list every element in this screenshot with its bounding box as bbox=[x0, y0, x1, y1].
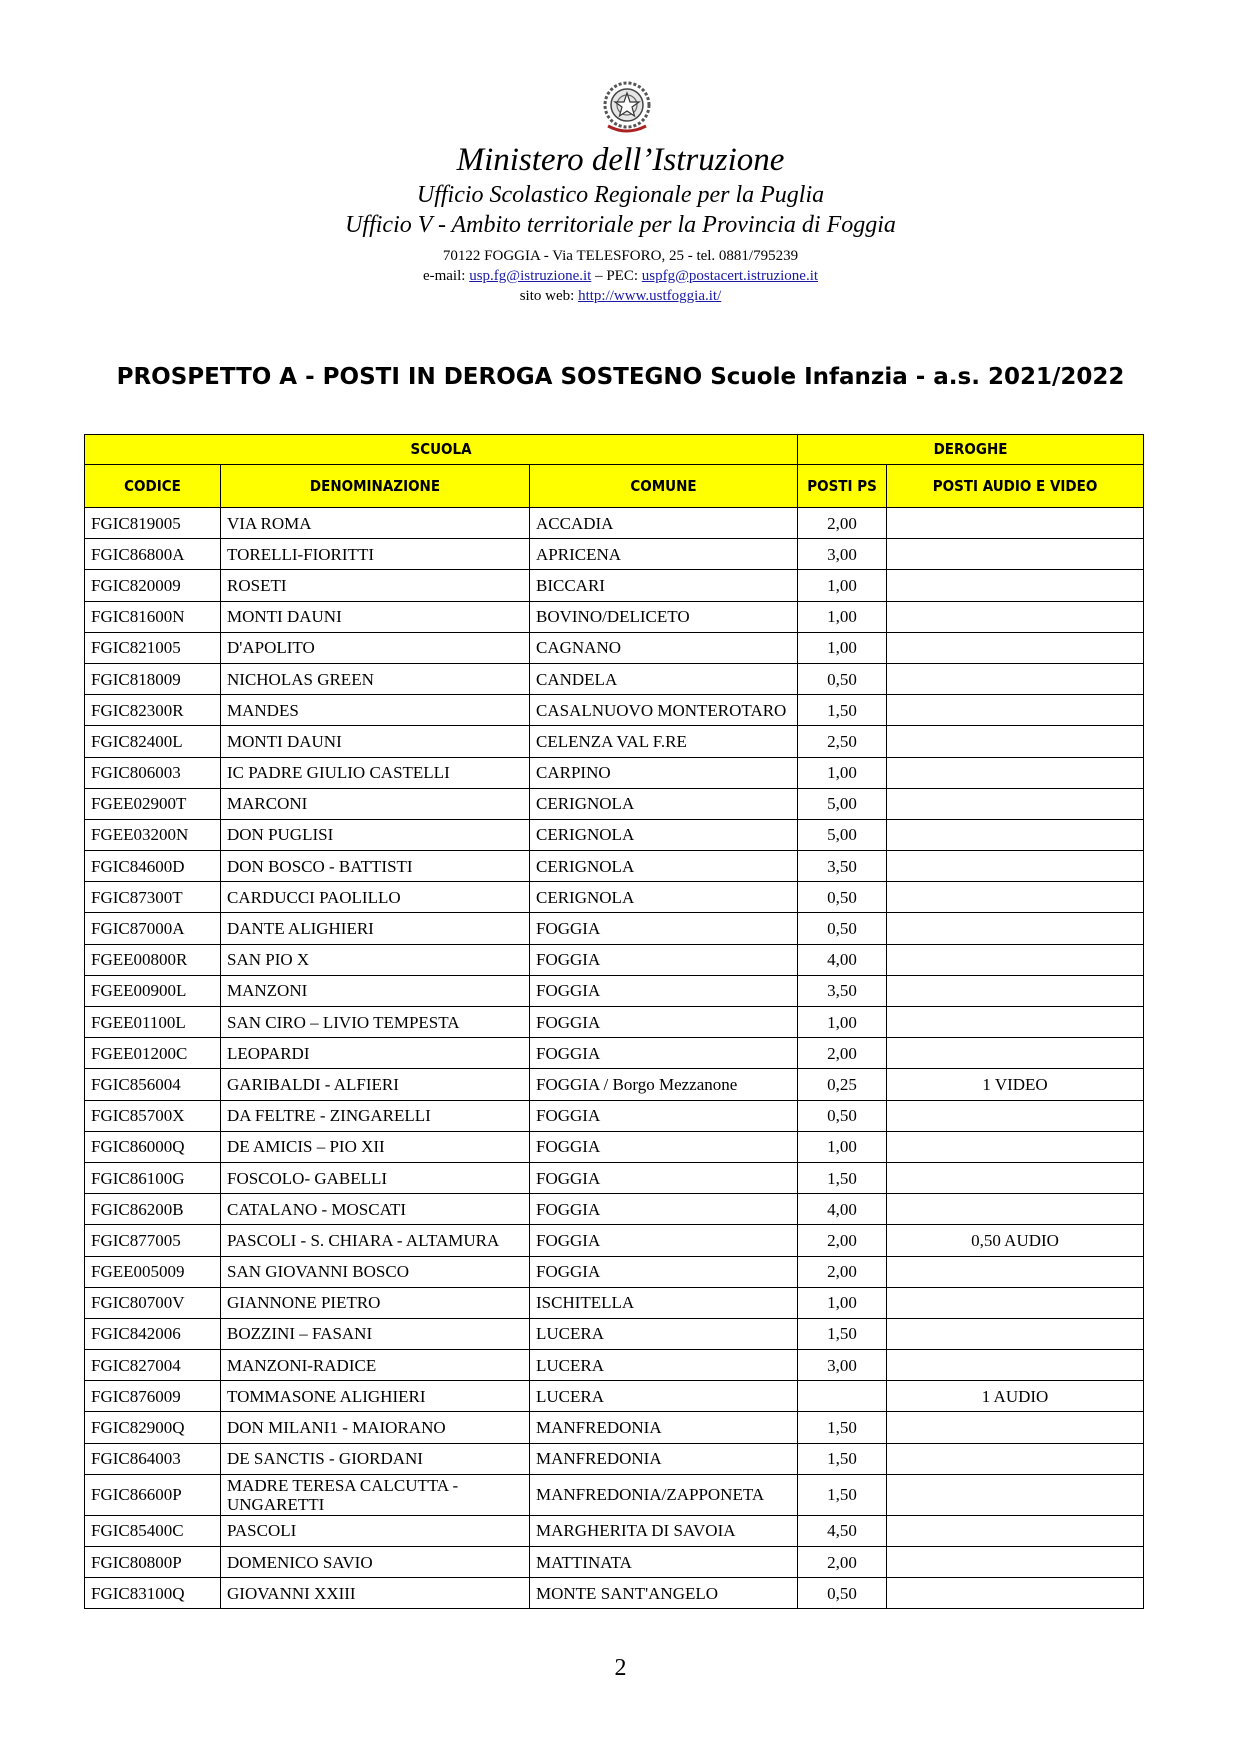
cell-codice: FGIC821005 bbox=[85, 632, 221, 663]
cell-denominazione: GIANNONE PIETRO bbox=[221, 1287, 530, 1318]
cell-audio-video bbox=[887, 663, 1144, 694]
cell-posti-ps: 0,50 bbox=[798, 882, 887, 913]
email-link[interactable]: usp.fg@istruzione.it bbox=[469, 268, 592, 284]
table-row bbox=[85, 1443, 1144, 1474]
table-row bbox=[85, 632, 1144, 663]
cell-posti-ps: 1,00 bbox=[798, 1007, 887, 1038]
cell-denominazione: GARIBALDI - ALFIERI bbox=[221, 1069, 530, 1100]
table-row bbox=[85, 1225, 1144, 1256]
column-header-comune: COMUNE bbox=[530, 465, 798, 508]
cell-denominazione: MANZONI bbox=[221, 975, 530, 1006]
cell-comune: FOGGIA bbox=[530, 975, 798, 1006]
cell-audio-video bbox=[887, 570, 1144, 601]
cell-posti-ps: 1,00 bbox=[798, 1287, 887, 1318]
cell-posti-ps: 0,50 bbox=[798, 1100, 887, 1131]
page-number: 2 bbox=[614, 1655, 627, 1681]
table-row bbox=[85, 1381, 1144, 1412]
cell-comune: APRICENA bbox=[530, 539, 798, 570]
cell-denominazione: BOZZINI – FASANI bbox=[221, 1318, 530, 1349]
cell-codice: FGIC827004 bbox=[85, 1350, 221, 1381]
cell-audio-video bbox=[887, 632, 1144, 663]
document-title: PROSPETTO A - POSTI IN DEROGA SOSTEGNO Scuole Infanzia - a.s. 2021/2022 bbox=[116, 364, 1125, 390]
cell-audio-video bbox=[887, 1131, 1144, 1162]
table-row bbox=[85, 1350, 1144, 1381]
cell-audio-video bbox=[887, 726, 1144, 757]
cell-audio-video bbox=[887, 1007, 1144, 1038]
cell-denominazione: DON PUGLISI bbox=[221, 819, 530, 850]
cell-codice: FGIC85700X bbox=[85, 1100, 221, 1131]
cell-codice: FGEE03200N bbox=[85, 819, 221, 850]
cell-audio-video bbox=[887, 601, 1144, 632]
cell-comune: FOGGIA bbox=[530, 913, 798, 944]
cell-denominazione: DON BOSCO - BATTISTI bbox=[221, 851, 530, 882]
table-row bbox=[85, 1318, 1144, 1349]
cell-audio-video bbox=[887, 882, 1144, 913]
cell-comune: LUCERA bbox=[530, 1381, 798, 1412]
cell-posti-ps: 2,50 bbox=[798, 726, 887, 757]
cell-audio-video bbox=[887, 757, 1144, 788]
cell-audio-video bbox=[887, 695, 1144, 726]
cell-codice: FGIC80800P bbox=[85, 1547, 221, 1578]
cell-comune: MANFREDONIA bbox=[530, 1443, 798, 1474]
cell-codice: FGIC877005 bbox=[85, 1225, 221, 1256]
cell-audio-video bbox=[887, 1578, 1144, 1609]
cell-comune: CAGNANO bbox=[530, 632, 798, 663]
cell-audio-video bbox=[887, 819, 1144, 850]
table-row bbox=[85, 1412, 1144, 1443]
table-row bbox=[85, 851, 1144, 882]
deroghe-table bbox=[84, 434, 1144, 1609]
group-header-deroghe: DEROGHE bbox=[798, 435, 1144, 465]
cell-audio-video bbox=[887, 1100, 1144, 1131]
cell-codice: FGIC876009 bbox=[85, 1381, 221, 1412]
cell-codice: FGIC80700V bbox=[85, 1287, 221, 1318]
cell-audio-video bbox=[887, 1256, 1144, 1287]
cell-codice: FGIC86600P bbox=[85, 1474, 221, 1515]
cell-comune: FOGGIA bbox=[530, 1194, 798, 1225]
table-row bbox=[85, 1194, 1144, 1225]
cell-comune: MARGHERITA DI SAVOIA bbox=[530, 1515, 798, 1546]
cell-posti-ps: 2,00 bbox=[798, 1547, 887, 1578]
cell-posti-ps: 2,00 bbox=[798, 1038, 887, 1069]
cell-comune: CARPINO bbox=[530, 757, 798, 788]
cell-comune: CASALNUOVO MONTEROTARO bbox=[530, 695, 798, 726]
table-row bbox=[85, 1256, 1144, 1287]
cell-posti-ps: 1,50 bbox=[798, 1443, 887, 1474]
cell-comune: CANDELA bbox=[530, 663, 798, 694]
cell-audio-video bbox=[887, 1412, 1144, 1443]
cell-denominazione: D'APOLITO bbox=[221, 632, 530, 663]
cell-denominazione: ROSETI bbox=[221, 570, 530, 601]
cell-codice: FGEE00900L bbox=[85, 975, 221, 1006]
cell-codice: FGIC820009 bbox=[85, 570, 221, 601]
cell-codice: FGIC819005 bbox=[85, 508, 221, 539]
cell-denominazione: PASCOLI - S. CHIARA - ALTAMURA bbox=[221, 1225, 530, 1256]
table-row bbox=[85, 913, 1144, 944]
cell-denominazione: DANTE ALIGHIERI bbox=[221, 913, 530, 944]
cell-denominazione: DA FELTRE - ZINGARELLI bbox=[221, 1100, 530, 1131]
cell-comune: LUCERA bbox=[530, 1350, 798, 1381]
table-row bbox=[85, 508, 1144, 539]
cell-denominazione: MANDES bbox=[221, 695, 530, 726]
cell-codice: FGEE005009 bbox=[85, 1256, 221, 1287]
column-header-audio-video: POSTI AUDIO E VIDEO bbox=[887, 465, 1144, 508]
cell-audio-video bbox=[887, 1515, 1144, 1546]
cell-posti-ps: 3,00 bbox=[798, 539, 887, 570]
cell-denominazione: MONTI DAUNI bbox=[221, 726, 530, 757]
cell-codice: FGIC82300R bbox=[85, 695, 221, 726]
table-row bbox=[85, 1515, 1144, 1546]
local-office: Ufficio V - Ambito territoriale per la Provincia di Foggia bbox=[345, 212, 896, 238]
cell-posti-ps: 1,00 bbox=[798, 632, 887, 663]
cell-posti-ps: 3,00 bbox=[798, 1350, 887, 1381]
cell-audio-video bbox=[887, 1318, 1144, 1349]
cell-posti-ps: 5,00 bbox=[798, 788, 887, 819]
cell-denominazione: GIOVANNI XXIII bbox=[221, 1578, 530, 1609]
column-header-codice: CODICE bbox=[85, 465, 221, 508]
table-row bbox=[85, 663, 1144, 694]
cell-posti-ps: 4,50 bbox=[798, 1515, 887, 1546]
column-header-posti-ps: POSTI PS bbox=[798, 465, 887, 508]
cell-posti-ps: 1,50 bbox=[798, 1412, 887, 1443]
cell-codice: FGIC86800A bbox=[85, 539, 221, 570]
table-row bbox=[85, 1131, 1144, 1162]
cell-posti-ps: 0,25 bbox=[798, 1069, 887, 1100]
cell-posti-ps: 4,00 bbox=[798, 944, 887, 975]
table-row bbox=[85, 788, 1144, 819]
cell-denominazione: PASCOLI bbox=[221, 1515, 530, 1546]
cell-codice: FGIC864003 bbox=[85, 1443, 221, 1474]
cell-codice: FGIC86000Q bbox=[85, 1131, 221, 1162]
cell-audio-video: 1 VIDEO bbox=[887, 1069, 1144, 1100]
cell-denominazione: SAN GIOVANNI BOSCO bbox=[221, 1256, 530, 1287]
table-row bbox=[85, 1100, 1144, 1131]
cell-comune: FOGGIA / Borgo Mezzanone bbox=[530, 1069, 798, 1100]
pec-label: – PEC: bbox=[591, 268, 642, 284]
website-label: sito web: bbox=[519, 288, 579, 304]
postal-address: 70122 FOGGIA - Via TELESFORO, 25 - tel. 0881/795239 bbox=[442, 248, 799, 264]
cell-comune: FOGGIA bbox=[530, 1038, 798, 1069]
table-row bbox=[85, 757, 1144, 788]
email-label: e-mail: bbox=[422, 268, 470, 284]
cell-comune: MANFREDONIA/ZAPPONETA bbox=[530, 1474, 798, 1515]
cell-audio-video bbox=[887, 508, 1144, 539]
cell-codice: FGIC87000A bbox=[85, 913, 221, 944]
cell-denominazione: TOMMASONE ALIGHIERI bbox=[221, 1381, 530, 1412]
regional-office: Ufficio Scolastico Regionale per la Puglia bbox=[416, 182, 825, 208]
cell-posti-ps: 1,00 bbox=[798, 601, 887, 632]
cell-comune: CELENZA VAL F.RE bbox=[530, 726, 798, 757]
table-row bbox=[85, 601, 1144, 632]
table-row bbox=[85, 975, 1144, 1006]
cell-audio-video bbox=[887, 1162, 1144, 1193]
cell-comune: FOGGIA bbox=[530, 944, 798, 975]
cell-denominazione: SAN CIRO – LIVIO TEMPESTA bbox=[221, 1007, 530, 1038]
cell-comune: MANFREDONIA bbox=[530, 1412, 798, 1443]
cell-codice: FGIC842006 bbox=[85, 1318, 221, 1349]
cell-posti-ps: 0,50 bbox=[798, 1578, 887, 1609]
cell-denominazione: MONTI DAUNI bbox=[221, 601, 530, 632]
website-line bbox=[0, 286, 1241, 306]
cell-comune: LUCERA bbox=[530, 1318, 798, 1349]
cell-codice: FGIC818009 bbox=[85, 663, 221, 694]
cell-audio-video bbox=[887, 788, 1144, 819]
table-row bbox=[85, 570, 1144, 601]
column-header-denominazione: DENOMINAZIONE bbox=[221, 465, 530, 508]
cell-codice: FGIC86200B bbox=[85, 1194, 221, 1225]
contact-line bbox=[0, 266, 1241, 286]
cell-denominazione: CATALANO - MOSCATI bbox=[221, 1194, 530, 1225]
cell-posti-ps: 1,50 bbox=[798, 1474, 887, 1515]
cell-codice: FGIC87300T bbox=[85, 882, 221, 913]
cell-audio-video: 0,50 AUDIO bbox=[887, 1225, 1144, 1256]
cell-codice: FGIC806003 bbox=[85, 757, 221, 788]
cell-audio-video bbox=[887, 1547, 1144, 1578]
cell-posti-ps: 2,00 bbox=[798, 1256, 887, 1287]
website-link[interactable]: http://www.ustfoggia.it/ bbox=[578, 288, 722, 304]
cell-codice: FGEE01200C bbox=[85, 1038, 221, 1069]
cell-comune: MONTE SANT'ANGELO bbox=[530, 1578, 798, 1609]
cell-audio-video bbox=[887, 1443, 1144, 1474]
cell-denominazione: MANZONI-RADICE bbox=[221, 1350, 530, 1381]
cell-comune: MATTINATA bbox=[530, 1547, 798, 1578]
table-row bbox=[85, 882, 1144, 913]
table-row bbox=[85, 1287, 1144, 1318]
cell-posti-ps: 2,00 bbox=[798, 1225, 887, 1256]
cell-comune: FOGGIA bbox=[530, 1162, 798, 1193]
table-row bbox=[85, 944, 1144, 975]
table-row bbox=[85, 1578, 1144, 1609]
cell-denominazione: DON MILANI1 - MAIORANO bbox=[221, 1412, 530, 1443]
table-row bbox=[85, 1069, 1144, 1100]
ministry-name: Ministero dell’Istruzione bbox=[456, 142, 785, 178]
cell-posti-ps: 1,00 bbox=[798, 570, 887, 601]
cell-denominazione: CARDUCCI PAOLILLO bbox=[221, 882, 530, 913]
cell-audio-video: 1 AUDIO bbox=[887, 1381, 1144, 1412]
cell-denominazione: DE SANCTIS - GIORDANI bbox=[221, 1443, 530, 1474]
table-row bbox=[85, 1007, 1144, 1038]
cell-codice: FGEE02900T bbox=[85, 788, 221, 819]
letterhead bbox=[0, 140, 1241, 306]
cell-audio-video bbox=[887, 944, 1144, 975]
cell-denominazione: VIA ROMA bbox=[221, 508, 530, 539]
table-row bbox=[85, 819, 1144, 850]
cell-denominazione: LEOPARDI bbox=[221, 1038, 530, 1069]
cell-comune: FOGGIA bbox=[530, 1225, 798, 1256]
cell-codice: FGEE01100L bbox=[85, 1007, 221, 1038]
table-row bbox=[85, 1162, 1144, 1193]
cell-audio-video bbox=[887, 1474, 1144, 1515]
cell-codice: FGIC86100G bbox=[85, 1162, 221, 1193]
cell-posti-ps: 0,50 bbox=[798, 913, 887, 944]
cell-audio-video bbox=[887, 1350, 1144, 1381]
cell-denominazione: MARCONI bbox=[221, 788, 530, 819]
cell-posti-ps: 1,00 bbox=[798, 757, 887, 788]
cell-codice: FGEE00800R bbox=[85, 944, 221, 975]
cell-audio-video bbox=[887, 913, 1144, 944]
cell-comune: CERIGNOLA bbox=[530, 882, 798, 913]
cell-comune: BICCARI bbox=[530, 570, 798, 601]
cell-posti-ps: 4,00 bbox=[798, 1194, 887, 1225]
cell-comune: CERIGNOLA bbox=[530, 851, 798, 882]
cell-posti-ps bbox=[798, 1381, 887, 1412]
cell-audio-video bbox=[887, 1194, 1144, 1225]
table-row bbox=[85, 539, 1144, 570]
cell-denominazione: DE AMICIS – PIO XII bbox=[221, 1131, 530, 1162]
cell-codice: FGIC82400L bbox=[85, 726, 221, 757]
cell-posti-ps: 3,50 bbox=[798, 851, 887, 882]
table-row bbox=[85, 1474, 1144, 1515]
table-row bbox=[85, 726, 1144, 757]
group-header-scuola: SCUOLA bbox=[85, 435, 798, 465]
italian-republic-emblem-icon bbox=[596, 76, 658, 138]
cell-posti-ps: 1,00 bbox=[798, 1131, 887, 1162]
table-row bbox=[85, 1547, 1144, 1578]
cell-posti-ps: 1,50 bbox=[798, 695, 887, 726]
pec-link[interactable]: uspfg@postacert.istruzione.it bbox=[641, 268, 819, 284]
cell-comune: FOGGIA bbox=[530, 1007, 798, 1038]
cell-comune: BOVINO/DELICETO bbox=[530, 601, 798, 632]
cell-codice: FGIC85400C bbox=[85, 1515, 221, 1546]
cell-posti-ps: 2,00 bbox=[798, 508, 887, 539]
cell-denominazione: TORELLI-FIORITTI bbox=[221, 539, 530, 570]
cell-comune: FOGGIA bbox=[530, 1100, 798, 1131]
cell-posti-ps: 1,50 bbox=[798, 1162, 887, 1193]
cell-comune: CERIGNOLA bbox=[530, 788, 798, 819]
cell-codice: FGIC83100Q bbox=[85, 1578, 221, 1609]
cell-denominazione: NICHOLAS GREEN bbox=[221, 663, 530, 694]
cell-audio-video bbox=[887, 539, 1144, 570]
cell-codice: FGIC82900Q bbox=[85, 1412, 221, 1443]
cell-comune: FOGGIA bbox=[530, 1131, 798, 1162]
cell-audio-video bbox=[887, 851, 1144, 882]
cell-codice: FGIC856004 bbox=[85, 1069, 221, 1100]
cell-audio-video bbox=[887, 1038, 1144, 1069]
cell-comune: ACCADIA bbox=[530, 508, 798, 539]
table-row bbox=[85, 1038, 1144, 1069]
cell-posti-ps: 0,50 bbox=[798, 663, 887, 694]
cell-denominazione: IC PADRE GIULIO CASTELLI bbox=[221, 757, 530, 788]
cell-denominazione: SAN PIO X bbox=[221, 944, 530, 975]
table-body bbox=[85, 508, 1144, 1609]
cell-posti-ps: 1,50 bbox=[798, 1318, 887, 1349]
cell-denominazione: MADRE TERESA CALCUTTA - UNGARETTI bbox=[221, 1474, 530, 1515]
cell-codice: FGIC81600N bbox=[85, 601, 221, 632]
cell-posti-ps: 5,00 bbox=[798, 819, 887, 850]
cell-denominazione: FOSCOLO- GABELLI bbox=[221, 1162, 530, 1193]
table-row bbox=[85, 695, 1144, 726]
cell-comune: ISCHITELLA bbox=[530, 1287, 798, 1318]
cell-denominazione: DOMENICO SAVIO bbox=[221, 1547, 530, 1578]
cell-codice: FGIC84600D bbox=[85, 851, 221, 882]
cell-posti-ps: 3,50 bbox=[798, 975, 887, 1006]
cell-comune: CERIGNOLA bbox=[530, 819, 798, 850]
cell-audio-video bbox=[887, 975, 1144, 1006]
cell-audio-video bbox=[887, 1287, 1144, 1318]
cell-comune: FOGGIA bbox=[530, 1256, 798, 1287]
